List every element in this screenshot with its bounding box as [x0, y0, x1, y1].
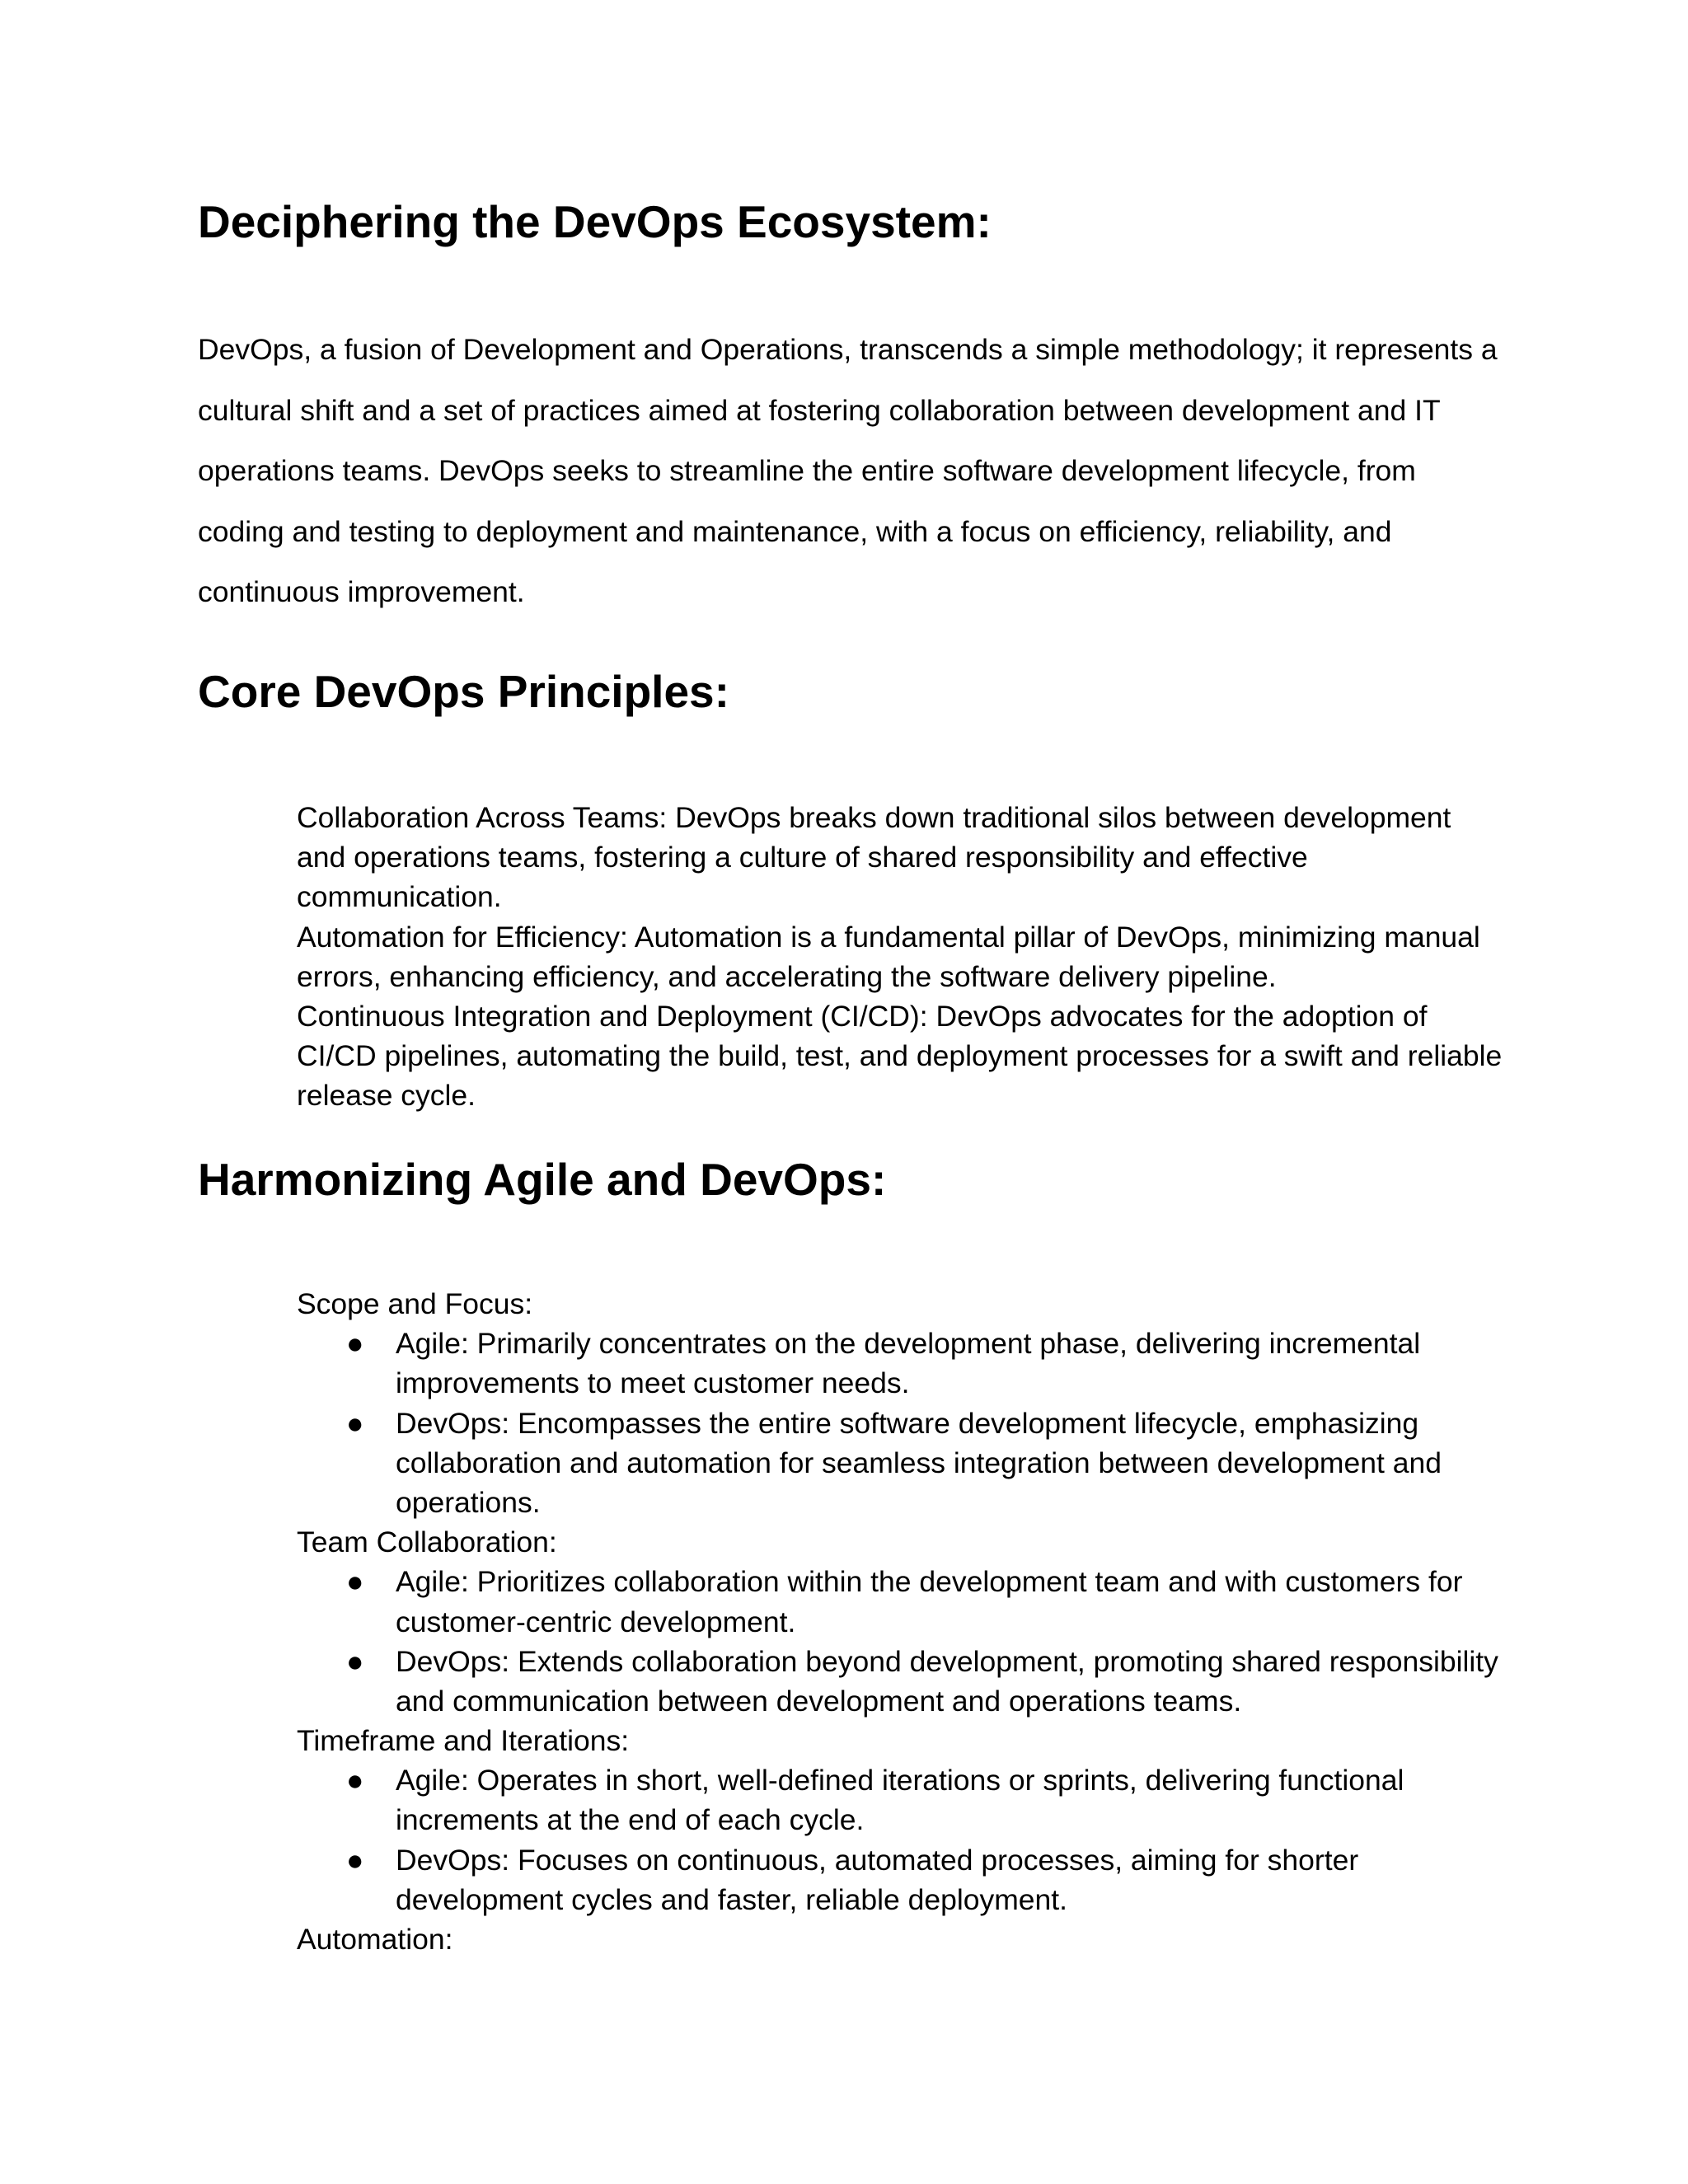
group-heading: Scope and Focus: — [297, 1287, 533, 1320]
list-item — [297, 1840, 1508, 1919]
principle-line: and operations teams, fostering a culture of shared responsibility and effective — [297, 841, 1308, 874]
group-team-collaboration — [297, 1522, 1508, 1721]
bullet-icon: ● — [346, 1843, 364, 1877]
principle-automation — [297, 917, 1508, 996]
principle-line: Collaboration Across Teams: DevOps breaks down traditional silos between development — [297, 801, 1451, 834]
paragraph-line: coding and testing to deployment and maintenance, with a focus on efficiency, reliability, and — [198, 514, 1392, 548]
bullet-text: development cycles and faster, reliable deployment. — [396, 1882, 1067, 1916]
bullet-text: increments at the end of each cycle. — [396, 1803, 865, 1837]
principle-line: CI/CD pipelines, automating the build, test, and deployment processes for a swift and reliable — [297, 1039, 1503, 1073]
principle-line: errors, enhancing efficiency, and accelerating the software delivery pipeline. — [297, 959, 1277, 993]
bullet-text: operations. — [396, 1485, 541, 1519]
paragraph-line: continuous improvement. — [198, 575, 525, 608]
group-automation — [297, 1919, 1508, 1959]
bullet-text: DevOps: Encompasses the entire software development lifecycle, emphasizing — [396, 1406, 1419, 1440]
bullet-text: DevOps: Extends collaboration beyond development, promoting shared responsibility — [396, 1644, 1498, 1678]
principle-line: communication. — [297, 880, 502, 914]
principle-line: Automation for Efficiency: Automation is a fundamental pillar of DevOps, minimizing manual — [297, 920, 1480, 954]
bullet-text: and communication between development and operations teams. — [396, 1684, 1242, 1718]
principle-collaboration — [297, 798, 1508, 917]
bullet-icon: ● — [346, 1327, 364, 1361]
bullet-icon: ● — [346, 1565, 364, 1599]
bullet-text: collaboration and automation for seamless integration between development and — [396, 1446, 1442, 1479]
list-item — [297, 1760, 1508, 1840]
paragraph-line: DevOps, a fusion of Development and Operations, transcends a simple methodology; it represents a — [198, 333, 1498, 366]
group-heading: Team Collaboration: — [297, 1526, 557, 1559]
bullet-text: Agile: Primarily concentrates on the development phase, delivering incremental — [396, 1327, 1421, 1361]
list-item — [297, 1324, 1508, 1403]
list-item — [297, 1562, 1508, 1641]
list-item — [297, 1404, 1508, 1523]
group-heading: Automation: — [297, 1923, 453, 1956]
bullet-text: DevOps: Focuses on continuous, automated processes, aiming for shorter — [396, 1843, 1359, 1877]
principle-line: release cycle. — [297, 1079, 476, 1113]
paragraph-line: cultural shift and a set of practices aimed at fostering collaboration between development and IT — [198, 393, 1441, 427]
principle-line: Continuous Integration and Deployment (CI/CD): DevOps advocates for the adoption of — [297, 999, 1428, 1033]
principles-list — [297, 798, 1508, 1116]
group-heading: Timeframe and Iterations: — [297, 1724, 630, 1758]
intro-paragraph — [198, 320, 1500, 623]
group-timeframe-iterations — [297, 1721, 1508, 1919]
group-scope-focus — [297, 1284, 1508, 1522]
principle-cicd — [297, 996, 1508, 1116]
heading-agile-devops: Harmonizing Agile and DevOps: — [198, 1154, 887, 1205]
bullet-icon: ● — [346, 1764, 364, 1797]
bullet-icon: ● — [346, 1406, 364, 1440]
heading-core-principles: Core DevOps Principles: — [198, 666, 729, 717]
heading-devops-ecosystem: Deciphering the DevOps Ecosystem: — [198, 196, 992, 247]
bullet-text: Agile: Prioritizes collaboration within the development team and with customers for — [396, 1565, 1463, 1599]
bullet-text: improvements to meet customer needs. — [396, 1366, 910, 1400]
paragraph-line: operations teams. DevOps seeks to streamline the entire software development lifecycle, from — [198, 454, 1416, 487]
bullet-icon: ● — [346, 1644, 364, 1678]
list-item — [297, 1642, 1508, 1721]
bullet-text: Agile: Operates in short, well-defined iterations or sprints, delivering functional — [396, 1764, 1404, 1797]
bullet-text: customer-centric development. — [396, 1605, 796, 1638]
comparison-list — [297, 1284, 1508, 1959]
